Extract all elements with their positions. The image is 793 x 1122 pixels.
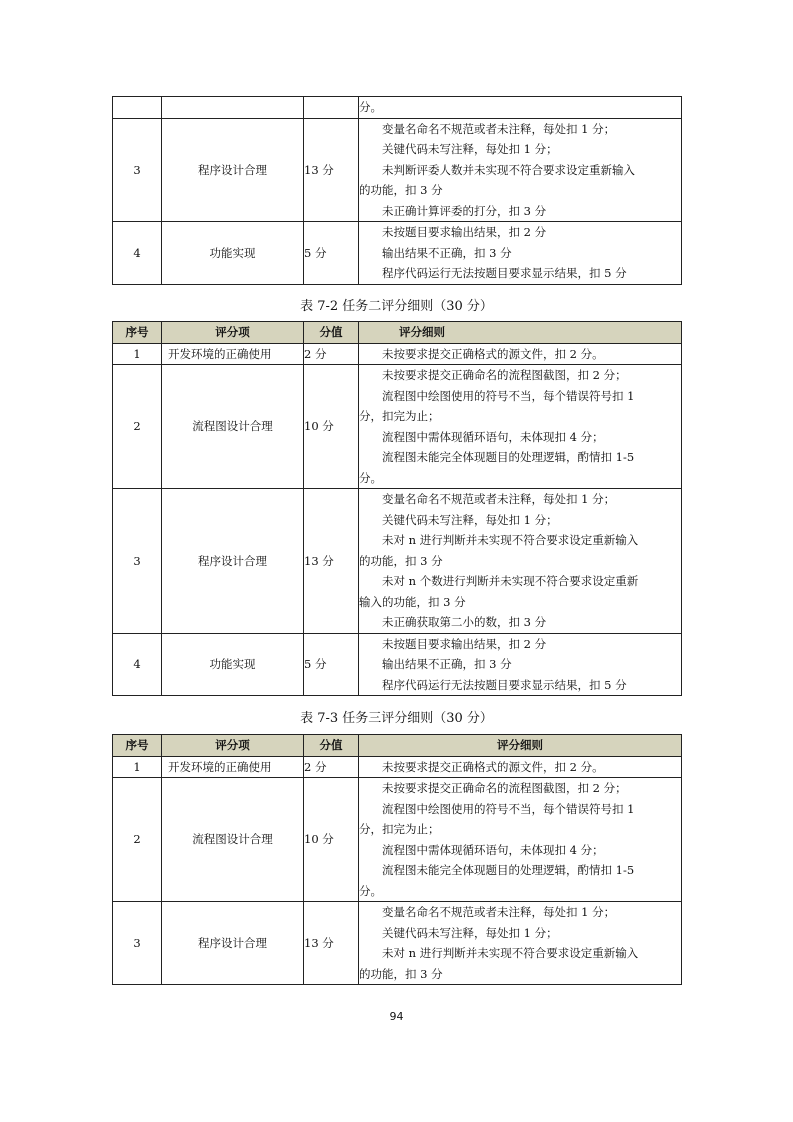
detail-line: 流程图中需体现循环语句，未体现扣 4 分； — [382, 842, 604, 857]
detail-line: 未按要求提交正确格式的源文件，扣 2 分。 — [382, 759, 604, 774]
detail-line: 关键代码未写注释，每处扣 1 分； — [382, 512, 558, 527]
cell-no: 3 — [113, 902, 162, 985]
detail-line: 未正确获取第二小的数，扣 3 分 — [382, 615, 547, 629]
detail-line: 未按要求提交正确命名的流程图截图，扣 2 分； — [382, 368, 627, 382]
detail-line: 流程图中需体现循环语句，未体现扣 4 分； — [382, 429, 604, 444]
table-row — [113, 118, 682, 222]
detail-line: 未正确计算评委的打分，扣 3 分 — [382, 203, 547, 218]
detail-line: 未对 n 进行判断并未实现不符合要求设定重新输入 — [382, 533, 639, 547]
cell-item: 功能实现 — [162, 222, 304, 285]
cell-no: 1 — [113, 343, 162, 365]
detail-line: 未按题目要求输出结果，扣 2 分 — [382, 225, 547, 239]
detail-line: 的功能，扣 3 分 — [359, 183, 443, 197]
scoring-table-task2 — [112, 321, 682, 696]
table-row — [113, 489, 682, 634]
cell-detail — [359, 756, 682, 778]
cell-detail — [359, 343, 682, 365]
detail-line: 流程图未能完全体现题目的处理逻辑，酌情扣 1-5 — [382, 450, 635, 464]
table-row — [113, 97, 682, 119]
cell-no: 4 — [113, 633, 162, 696]
cell-score — [304, 97, 359, 119]
detail-line: 关键代码未写注释，每处扣 1 分； — [382, 142, 558, 156]
cell-no: 4 — [113, 222, 162, 285]
cell-detail — [359, 222, 682, 285]
detail-line: 关键代码未写注释，每处扣 1 分； — [382, 925, 558, 940]
detail-line: 的功能，扣 3 分 — [359, 553, 443, 568]
detail-line: 未判断评委人数并未实现不符合要求设定重新输入 — [382, 162, 635, 177]
header-detail: 评分细则 — [359, 735, 682, 757]
table-row — [113, 756, 682, 778]
table-row — [113, 365, 682, 489]
cell-detail — [359, 633, 682, 696]
detail-line: 程序代码运行无法按题目要求显示结果，扣 5 分 — [382, 266, 627, 280]
header-no: 序号 — [113, 322, 162, 344]
cell-no — [113, 97, 162, 119]
cell-score: 10 分 — [304, 778, 359, 902]
scoring-table-task3 — [112, 734, 682, 985]
cell-detail — [359, 97, 682, 119]
cell-detail — [359, 489, 682, 634]
cell-item: 开发环境的正确使用 — [162, 343, 304, 365]
cell-item: 流程图设计合理 — [162, 778, 304, 902]
header-row — [113, 322, 682, 344]
table-row — [113, 902, 682, 985]
cell-detail — [359, 902, 682, 985]
detail-line: 变量名命名不规范或者未注释，每处扣 1 分； — [382, 121, 616, 136]
page-number: 94 — [389, 1010, 404, 1023]
detail-line: 输出结果不正确，扣 3 分 — [382, 657, 512, 671]
table-body — [113, 756, 682, 985]
table-caption-7-2: 表 7-2 任务二评分细则（30 分） — [300, 299, 493, 314]
cell-item — [162, 97, 304, 119]
detail-line: 的功能，扣 3 分 — [359, 966, 443, 981]
detail-line: 变量名命名不规范或者未注释，每处扣 1 分； — [382, 905, 616, 919]
cell-item: 流程图设计合理 — [162, 365, 304, 489]
detail-line: 未按要求提交正确格式的源文件，扣 2 分。 — [382, 346, 604, 361]
detail-line: 流程图中绘图使用的符号不当，每个错误符号扣 1 — [382, 388, 635, 403]
table-header — [113, 735, 682, 757]
cell-no: 1 — [113, 756, 162, 778]
cell-detail — [359, 365, 682, 489]
cell-score: 13 分 — [304, 118, 359, 222]
cell-detail — [359, 118, 682, 222]
table-caption-7-3: 表 7-3 任务三评分细则（30 分） — [300, 711, 493, 726]
table-row — [113, 222, 682, 285]
cell-no: 3 — [113, 489, 162, 634]
detail-line: 流程图中绘图使用的符号不当，每个错误符号扣 1 — [382, 801, 635, 816]
cell-no: 3 — [113, 118, 162, 222]
cell-no: 2 — [113, 778, 162, 902]
header-item: 评分项 — [162, 322, 304, 344]
header-score: 分值 — [304, 735, 359, 757]
header-score: 分值 — [304, 322, 359, 344]
detail-line: 分。 — [359, 100, 382, 114]
cell-score: 13 分 — [304, 902, 359, 985]
cell-item: 程序设计合理 — [162, 489, 304, 634]
detail-line: 输入的功能，扣 3 分 — [359, 594, 466, 609]
table-row — [113, 778, 682, 902]
table-header — [113, 322, 682, 344]
cell-score: 2 分 — [304, 343, 359, 365]
detail-line: 分，扣完为止； — [359, 822, 440, 836]
cell-score: 10 分 — [304, 365, 359, 489]
detail-line: 未按要求提交正确命名的流程图截图，扣 2 分； — [382, 781, 627, 795]
detail-line: 分。 — [359, 470, 382, 485]
header-row — [113, 735, 682, 757]
scoring-table-continued — [112, 96, 682, 285]
cell-score: 5 分 — [304, 222, 359, 285]
detail-line: 变量名命名不规范或者未注释，每处扣 1 分； — [382, 492, 616, 506]
table-row — [113, 343, 682, 365]
cell-score: 13 分 — [304, 489, 359, 634]
detail-line: 分。 — [359, 883, 382, 898]
cell-score: 2 分 — [304, 756, 359, 778]
table-row — [113, 633, 682, 696]
cell-item: 程序设计合理 — [162, 118, 304, 222]
cell-score: 5 分 — [304, 633, 359, 696]
header-no: 序号 — [113, 735, 162, 757]
detail-line: 流程图未能完全体现题目的处理逻辑，酌情扣 1-5 — [382, 863, 635, 877]
table-body — [113, 343, 682, 696]
detail-line: 输出结果不正确，扣 3 分 — [382, 245, 512, 260]
cell-item: 程序设计合理 — [162, 902, 304, 985]
detail-line: 未对 n 进行判断并未实现不符合要求设定重新输入 — [382, 946, 639, 960]
detail-line: 分，扣完为止； — [359, 409, 440, 423]
detail-line: 未按题目要求输出结果，扣 2 分 — [382, 636, 547, 651]
detail-line: 程序代码运行无法按题目要求显示结果，扣 5 分 — [382, 677, 627, 692]
cell-detail — [359, 778, 682, 902]
cell-item: 功能实现 — [162, 633, 304, 696]
cell-no: 2 — [113, 365, 162, 489]
detail-line: 未对 n 个数进行判断并未实现不符合要求设定重新 — [382, 574, 639, 588]
cell-item: 开发环境的正确使用 — [162, 756, 304, 778]
header-detail: 评分细则 — [359, 322, 682, 344]
header-item: 评分项 — [162, 735, 304, 757]
table-body — [113, 97, 682, 285]
